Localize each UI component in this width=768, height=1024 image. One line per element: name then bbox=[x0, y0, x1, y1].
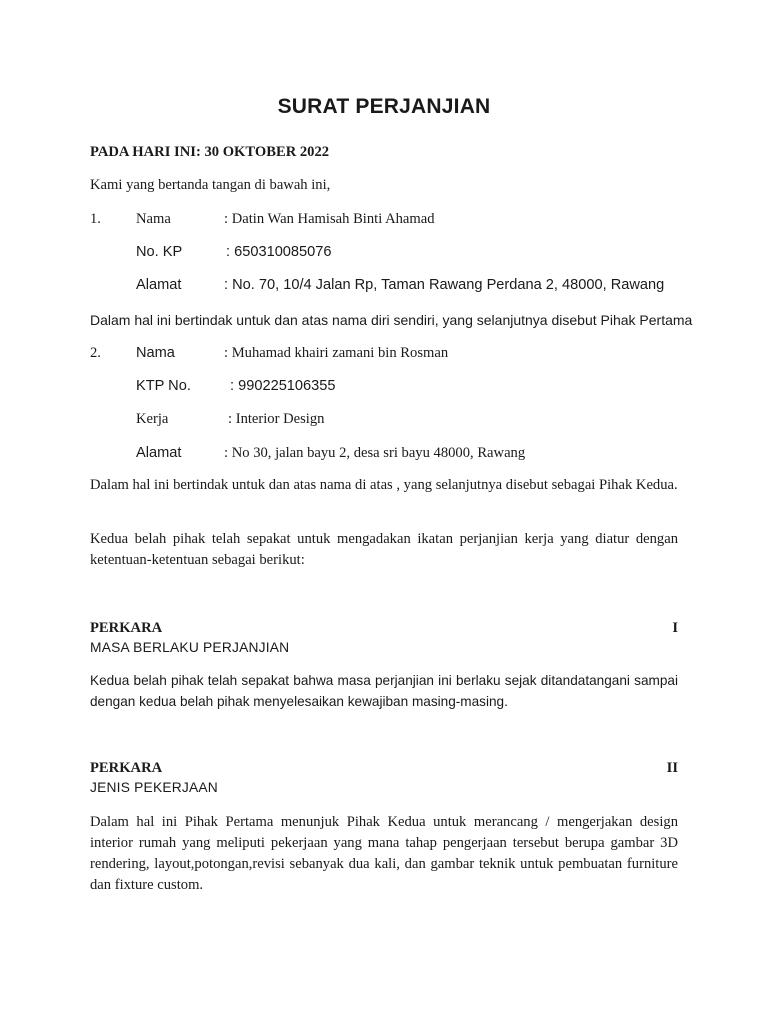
party2-address-label: Alamat bbox=[136, 445, 182, 461]
party1-kp-value: : 650310085076 bbox=[226, 244, 332, 260]
party2-number: 2. bbox=[90, 345, 101, 361]
party1-name-label: Nama bbox=[136, 211, 171, 227]
party2-name-value: : Muhamad khairi zamani bin Rosman bbox=[224, 345, 449, 361]
article-1-body: Kedua belah pihak telah sepakat bahwa masa perjanjian ini berlaku sejak ditandatangani sampai dengan kedua belah pihak menyelesaikan kewajiban masing-masing. bbox=[90, 673, 678, 709]
intro-text: Kami yang bertanda tangan di bawah ini, bbox=[90, 177, 331, 193]
party1-name-value: : Datin Wan Hamisah Binti Ahamad bbox=[224, 211, 435, 227]
party1-address-value: : No. 70, 10/4 Jalan Rp, Taman Rawang Perdana 2, 48000, Rawang bbox=[224, 277, 665, 293]
article-2-heading bbox=[90, 759, 678, 777]
party2-job-value: : Interior Design bbox=[228, 411, 325, 427]
article-2-roman: II bbox=[666, 760, 678, 776]
party2-address-value: : No 30, jalan bayu 2, desa sri bayu 48000, Rawang bbox=[224, 445, 526, 461]
document-title: SURAT PERJANJIAN bbox=[277, 95, 491, 118]
party2-name-label: Nama bbox=[136, 345, 175, 361]
article-1-heading bbox=[90, 619, 678, 637]
article-1-roman: I bbox=[672, 620, 678, 636]
article-2-subtitle: JENIS PEKERJAAN bbox=[90, 780, 218, 795]
party1-number: 1. bbox=[90, 211, 101, 227]
article-1-subtitle: MASA BERLAKU PERJANJIAN bbox=[90, 640, 290, 655]
article-1-label: PERKARA bbox=[90, 620, 163, 636]
article-2-body: Dalam hal ini Pihak Pertama menunjuk Pihak Kedua untuk merancang / mengerjakan design interior rumah yang meliputi pekerjaan yang mana tahap pengerjaan tersebut berupa gambar 3D rendering, layout,potongan,revisi sebanyak dua kali, dan gambar teknik untuk pembuatan furniture dan fixture custom. bbox=[90, 814, 678, 893]
party1-statement: Dalam hal ini bertindak untuk dan atas nama diri sendiri, yang selanjutnya disebut Pihak Pertama bbox=[90, 312, 693, 328]
party1-address-label: Alamat bbox=[136, 277, 182, 293]
party2-ktp-label: KTP No. bbox=[136, 378, 191, 394]
party2-ktp-value: : 990225106355 bbox=[230, 378, 336, 394]
party1-kp-label: No. KP bbox=[136, 244, 183, 260]
article-2-label: PERKARA bbox=[90, 760, 163, 776]
party2-statement: Dalam hal ini bertindak untuk dan atas nama di atas , yang selanjutnya disebut sebagai Pihak Kedua. bbox=[90, 477, 678, 493]
party2-job-label: Kerja bbox=[136, 411, 169, 427]
date-line: PADA HARI INI: 30 OKTOBER 2022 bbox=[90, 144, 330, 160]
agreement-intro: Kedua belah pihak telah sepakat untuk mengadakan ikatan perjanjian kerja yang diatur dengan ketentuan-ketentuan sebagai berikut: bbox=[90, 531, 678, 568]
